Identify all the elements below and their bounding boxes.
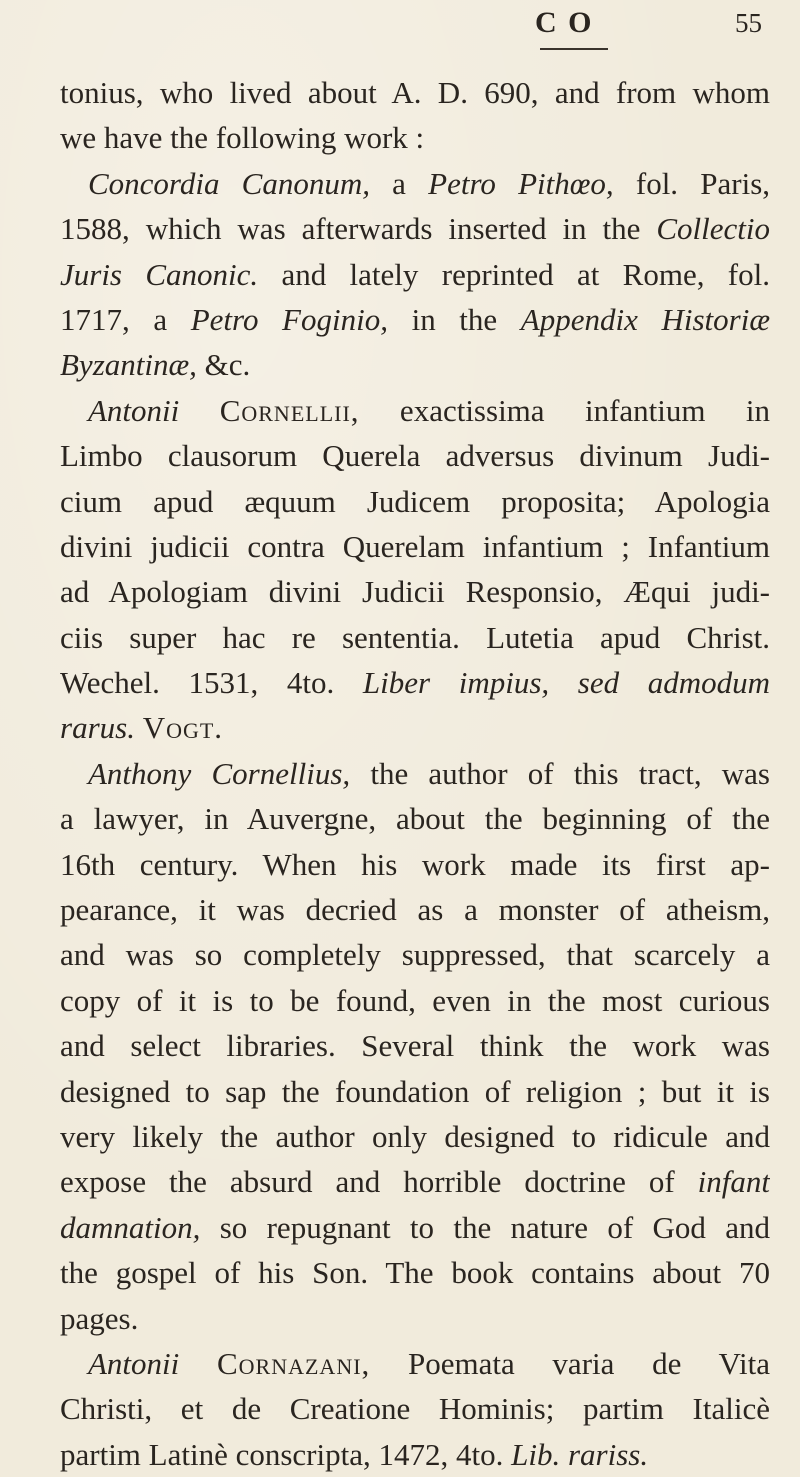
text-segment: pearance, it was decried as a monster of atheism, — [60, 892, 770, 928]
text-segment: and select libraries. Several think the work was — [60, 1028, 770, 1064]
text-line — [60, 1386, 770, 1431]
text-segment: exactissima infantium in — [359, 392, 770, 428]
text-line — [60, 297, 770, 342]
text-segment: divini judicii contra Querelam infantium ; Infantium — [60, 528, 770, 564]
text-line — [60, 1432, 770, 1477]
text-line — [60, 206, 770, 251]
text-segment: Appendix Historiæ — [520, 301, 770, 337]
text-segment: and lately reprinted at Rome, fol. — [258, 256, 770, 292]
text-segment: a — [369, 165, 429, 201]
text-line — [60, 161, 770, 206]
text-segment: expose the absurd and horrible doctrine of — [60, 1164, 698, 1200]
text-segment: Anthony Cornellius, — [88, 755, 351, 791]
text-line — [60, 1341, 770, 1386]
text-segment: and was so completely suppressed, that scarcely a — [60, 937, 770, 973]
text-segment: Petro Pithœo, — [428, 165, 614, 201]
text-segment: Wechel. 1531, 4to. — [60, 665, 363, 701]
text-segment: Christi, et de Creatione Hominis; partim Italicè — [60, 1391, 770, 1427]
text-segment: 1717, a — [60, 301, 191, 337]
text-line — [60, 660, 770, 705]
text-line — [60, 479, 770, 524]
text-line — [60, 978, 770, 1023]
text-segment: 16th century. When his work made its first ap- — [60, 846, 770, 882]
text-segment: cium apud æquum Judicem proposita; Apologia — [60, 483, 770, 519]
text-segment: the author of this tract, was — [350, 755, 770, 791]
text-segment: in the — [387, 301, 521, 337]
text-line — [60, 705, 770, 750]
text-line — [60, 524, 770, 569]
text-line — [60, 115, 770, 160]
text-segment: the gospel of his Son. The book contains about 70 — [60, 1255, 770, 1291]
text-line — [60, 70, 770, 115]
text-segment: Lib. rariss. — [511, 1436, 649, 1472]
text-segment: partim Latinè conscripta, 1472, 4to. — [60, 1436, 512, 1472]
signature-rule — [540, 48, 608, 50]
text-segment: Liber impius, sed admodum — [362, 665, 770, 701]
text-line — [60, 1114, 770, 1159]
text-segment: Antonii — [88, 1345, 180, 1381]
text-segment: Concordia Canonum, — [88, 165, 370, 201]
text-line — [60, 1250, 770, 1295]
text-segment: designed to sap the foundation of religion ; but it is — [60, 1073, 770, 1109]
text-segment: Cornazani, — [216, 1345, 371, 1381]
text-segment: Byzantinæ, — [60, 347, 197, 383]
page-header — [60, 0, 800, 58]
text-segment — [179, 393, 219, 428]
text-segment: Petro Foginio, — [190, 301, 388, 337]
text-line — [60, 252, 770, 297]
text-line — [60, 796, 770, 841]
text-segment: Poemata varia de Vita — [370, 1345, 770, 1381]
text-line — [60, 1205, 770, 1250]
text-line — [60, 1069, 770, 1114]
text-line — [60, 932, 770, 977]
text-segment: Vogt. — [142, 710, 224, 746]
text-segment: Juris Canonic. — [60, 256, 259, 292]
text-line — [60, 615, 770, 660]
text-segment — [179, 1346, 217, 1381]
text-segment: Antonii — [88, 392, 180, 428]
text-segment: ad Apologiam divini Judicii Responsio, Æqui judi- — [60, 574, 770, 610]
text-segment: so repugnant to the nature of God and — [200, 1209, 770, 1245]
page-number: 55 — [735, 8, 762, 38]
text-segment: we have the following work : — [60, 120, 425, 156]
text-line — [60, 569, 770, 614]
text-segment: rarus. — [60, 710, 135, 746]
text-segment: ciis super hac re sententia. Lutetia apud Christ. — [60, 619, 770, 655]
body-text — [60, 70, 770, 1477]
text-line — [60, 1023, 770, 1068]
text-line — [60, 842, 770, 887]
text-segment: Collectio — [656, 211, 770, 247]
text-line — [60, 887, 770, 932]
text-segment: copy of it is to be found, even in the most curious — [60, 982, 770, 1018]
text-line — [60, 1159, 770, 1204]
text-segment: Limbo clausorum Querela adversus divinum Judi- — [60, 438, 770, 474]
text-segment: tonius, who lived about A. D. 690, and from whom — [60, 75, 770, 110]
text-segment: pages. — [60, 1300, 139, 1336]
text-segment: fol. Paris, — [613, 165, 770, 201]
text-line — [60, 388, 770, 433]
text-line — [60, 1296, 770, 1341]
text-segment — [135, 710, 143, 745]
text-line — [60, 342, 770, 387]
text-segment: &c. — [196, 347, 251, 383]
text-segment: 1588, which was afterwards inserted in the — [60, 211, 657, 247]
text-segment: Cornellii, — [219, 392, 360, 428]
text-segment: damnation, — [60, 1209, 201, 1245]
text-line — [60, 751, 770, 796]
text-segment: a lawyer, in Auvergne, about the beginning of the — [60, 801, 770, 837]
text-line — [60, 433, 770, 478]
text-segment: infant — [697, 1164, 770, 1200]
text-segment: very likely the author only designed to ridicule and — [60, 1118, 770, 1154]
signature-mark: C O — [535, 6, 594, 39]
